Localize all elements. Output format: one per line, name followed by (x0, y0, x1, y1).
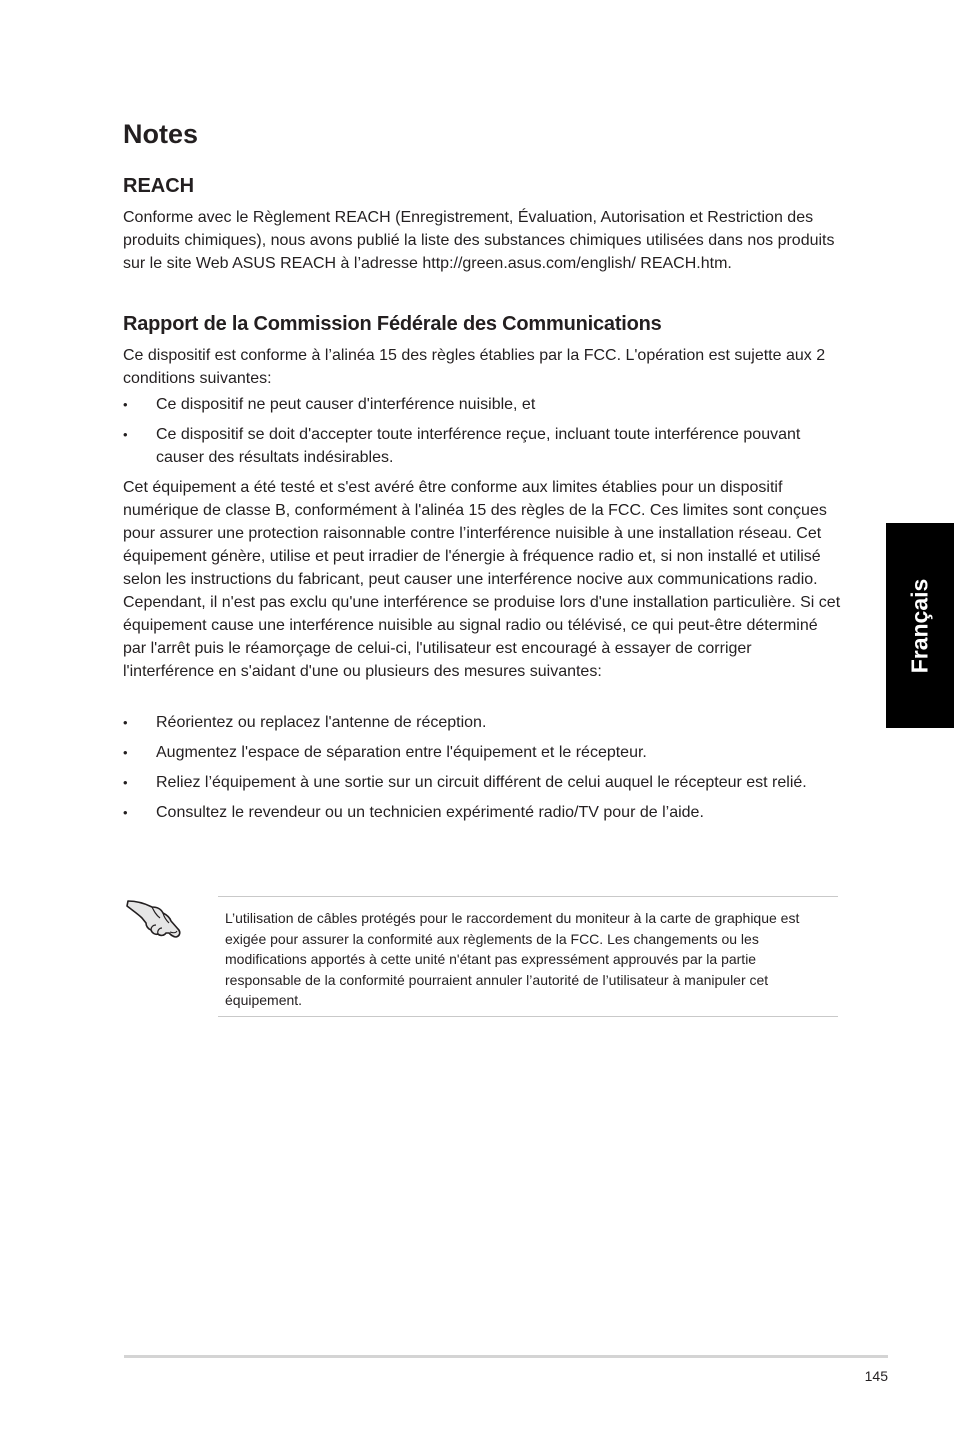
list-item-text: Augmentez l'espace de séparation entre l'équipement et le récepteur. (156, 744, 647, 761)
list-item-text: Ce dispositif se doit d'accepter toute interférence reçue, incluant toute interférence pouvant causer des résultats indésirables. (156, 426, 801, 466)
bullet-icon: • (123, 715, 128, 730)
fcc-conditions-list (123, 393, 843, 476)
list-item-text: Reliez l’équipement à une sortie sur un circuit différent de celui auquel le récepteur est relié. (156, 774, 807, 791)
fcc-heading: Rapport de la Commission Fédérale des Communications (123, 313, 662, 335)
list-item (123, 771, 843, 794)
fcc-measures-list (123, 711, 843, 831)
bullet-icon: • (123, 745, 128, 760)
language-tab-label: Français (906, 578, 933, 673)
list-item-text: Ce dispositif ne peut causer d'interférence nuisible, et (156, 396, 536, 413)
hand-pointing-icon (126, 896, 184, 944)
language-tab (886, 523, 954, 728)
bullet-icon: • (123, 775, 128, 790)
reach-heading: REACH (123, 175, 195, 197)
list-item-text: Réorientez ou replacez l'antenne de réception. (156, 714, 487, 731)
bullet-icon: • (123, 805, 128, 820)
list-item (123, 423, 843, 469)
list-item (123, 711, 843, 734)
list-item (123, 393, 843, 416)
bullet-icon: • (123, 397, 128, 412)
bullet-icon: • (123, 427, 128, 442)
list-item (123, 741, 843, 764)
note-text: L’utilisation de câbles protégés pour le raccordement du moniteur à la carte de graphique est exigée pour assurer la conformité aux règlements de la FCC. Les changements ou les modifications apportés à cette unité n'étant pas expressément approuvés par la partie responsable de la conformité pourraient annuler l’autorité de l’utilisateur à manipuler cet équipement. (225, 910, 800, 1008)
page-number: 145 (864, 1368, 888, 1384)
fcc-body-paragraph: Cet équipement a été testé et s'est avéré être conforme aux limites établies pour un dispositif numérique de classe B, conformément à l'alinéa 15 des règles de la FCC. Ces limites sont conçues pour assurer une protection raisonnable contre l’interférence nuisible à une installation réseau. Cet équipement génère, utilise et peut irradier de l'énergie à fréquence radio et, si non installé et utilisé selon les instructions du fabricant, peut causer une interférence nocive aux communications radio. Cependant, il n'est pas exclu qu'une interférence se produise lors d'une installation particulière. Si cet équipement cause une interférence nuisible au signal radio ou télévisé, ce qui peut-être déterminé par l'arrêt puis le réamorçage de celui-ci, l'utilisateur est encouragé à essayer de corriger l'interférence en s'aidant d'une ou plusieurs des mesures suivantes: (123, 479, 841, 680)
reach-paragraph: Conforme avec le Règlement REACH (Enregistrement, Évaluation, Autorisation et Restriction des produits chimiques), nous avons publié la liste des substances chimiques utilisées dans nos produits sur le site Web ASUS REACH à l’adresse http://green.asus.com/english/ REACH.htm. (123, 209, 835, 272)
fcc-intro-paragraph: Ce dispositif est conforme à l’alinéa 15 des règles établies par la FCC. L'opération est sujette aux 2 conditions suivantes: (123, 347, 826, 387)
page-title: Notes (123, 119, 199, 149)
note-box (218, 896, 838, 1017)
footer-divider (124, 1355, 888, 1358)
list-item-text: Consultez le revendeur ou un technicien expérimenté radio/TV pour de l’aide. (156, 804, 704, 821)
list-item (123, 801, 843, 824)
